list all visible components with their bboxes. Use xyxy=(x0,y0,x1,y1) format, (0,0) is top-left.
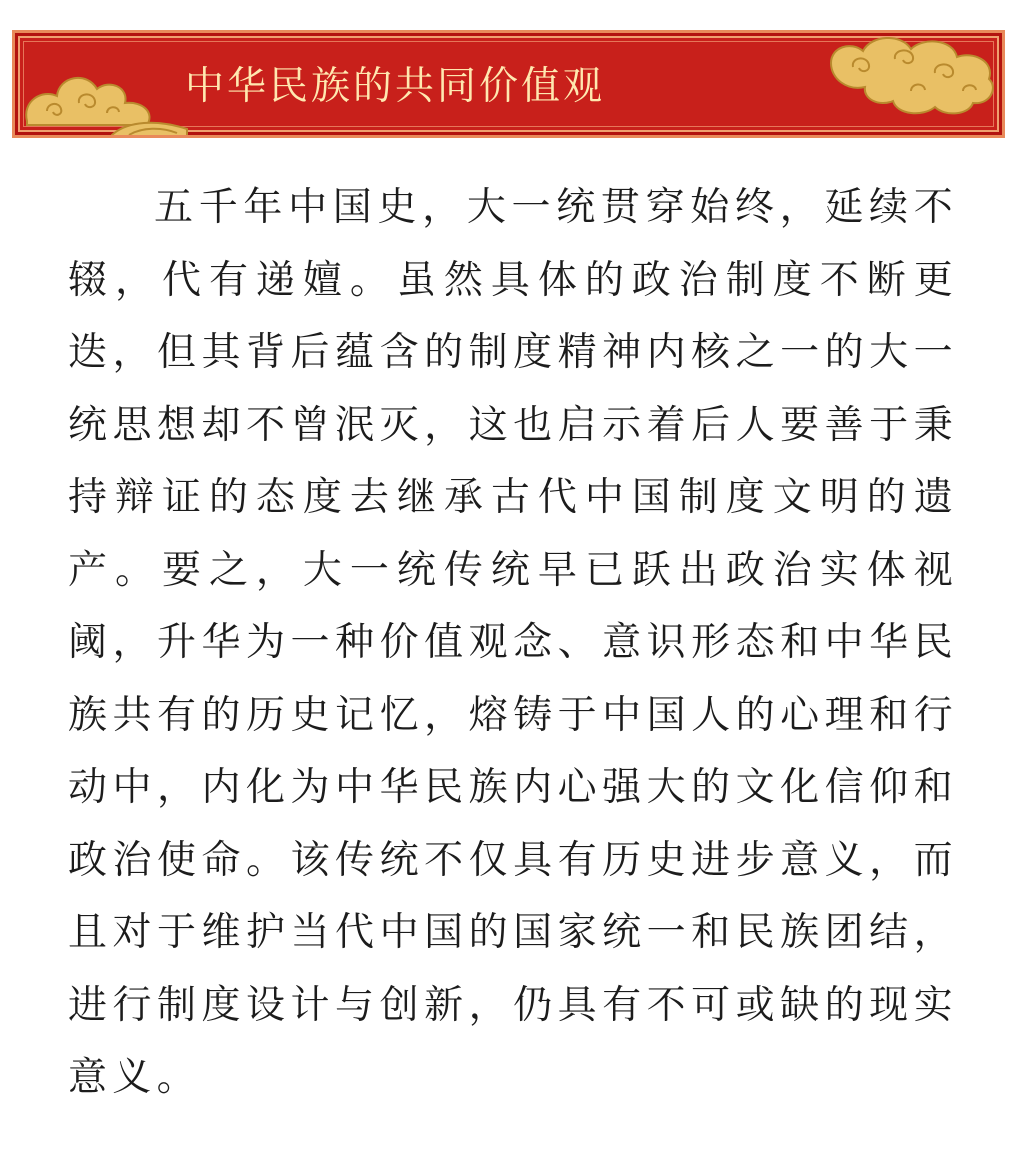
cloud-ornament-left-icon xyxy=(17,51,192,138)
banner-title: 中华民族的共同价值观 xyxy=(185,64,606,109)
cloud-ornament-right-icon xyxy=(823,33,998,118)
article-paragraph: 五千年中国史，大一统贯穿始终，延续不辍，代有递嬗。虽然具体的政治制度不断更迭，但其背后蕴含的制度精神内核之一的大一统思想却不曾泯灭，这也启示着后人要善于秉持辩证的态度去继承古代中国制度文明的遗产。要之，大一统传统早已跃出政治实体视阈，升华为一种价值观念、意识形态和中华民族共有的历史记忆，熔铸于中国人的心理和行动中，内化为中华民族内心强大的文化信仰和政治使命。该传统不仅具有历史进步意义，而且对于维护当代中国的国家统一和民族团结，进行制度设计与创新，仍具有不可或缺的现实意义。 xyxy=(68,185,958,1100)
title-banner xyxy=(12,30,1005,138)
